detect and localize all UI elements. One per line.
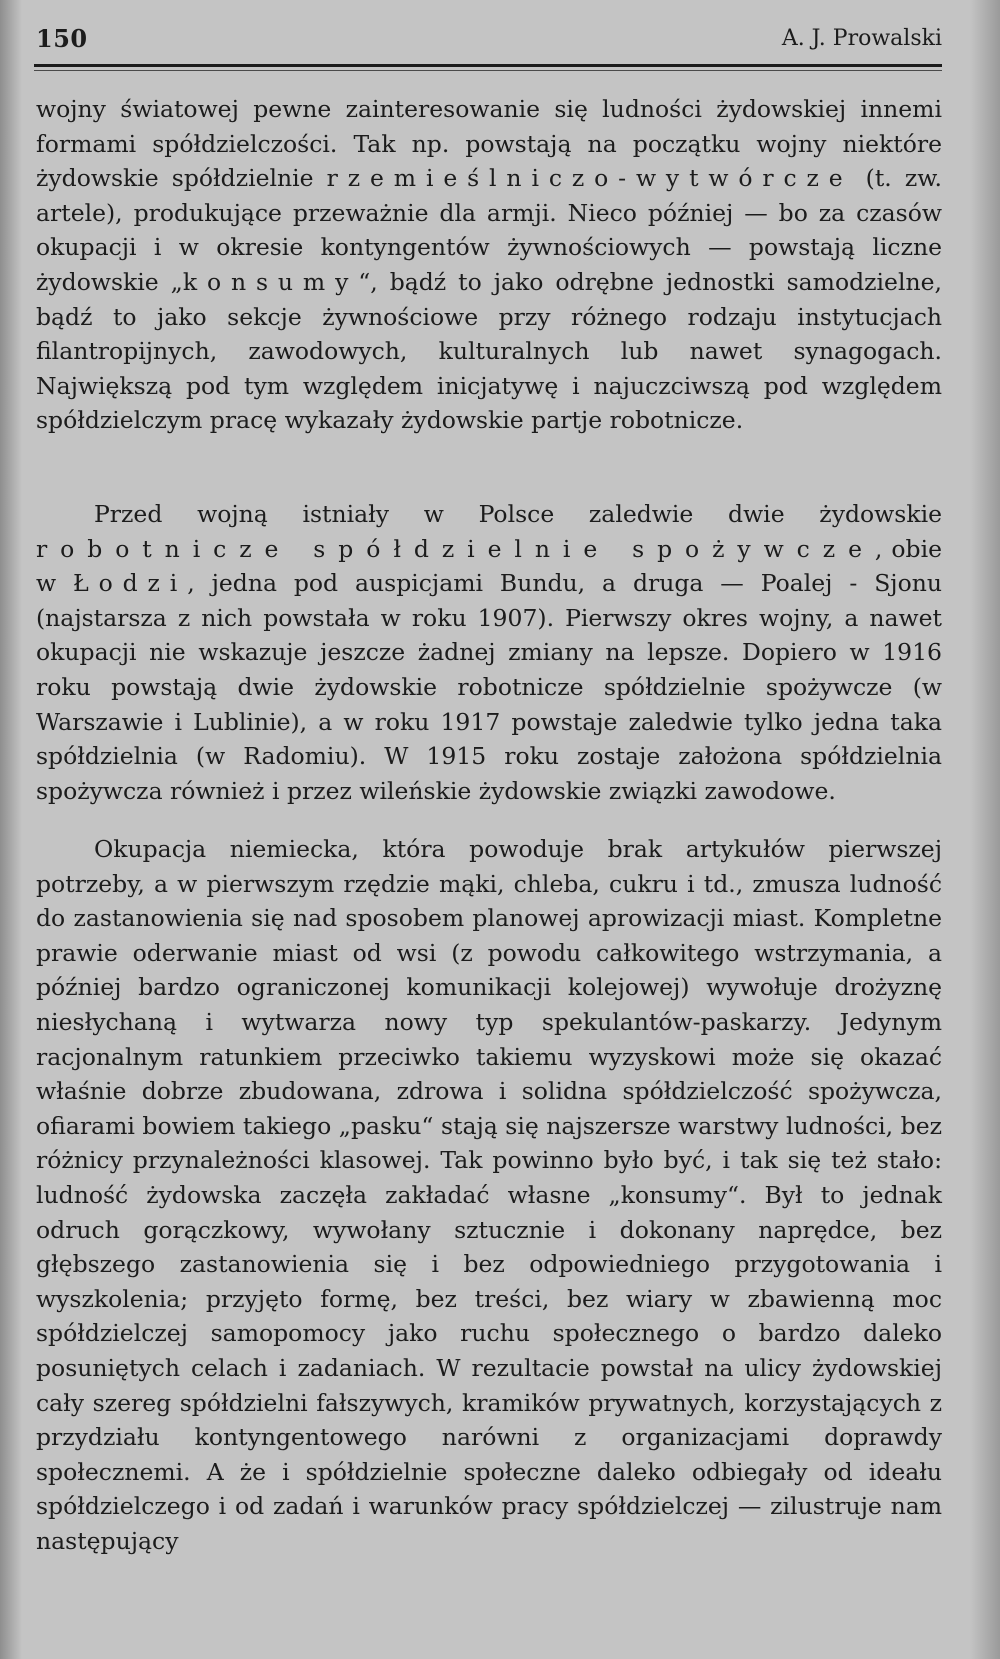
paragraph-1-part-3: “, bądź to jako odrębne jednostki samodzielne, bądź to jako sekcje żywnościowe przy różnego rodzaju instytucjach filantropijnych, zawodowych, kulturalnych lub nawet synagogach. Największą pod tym względem inicjatywę i najuczciwszą pod względem spółdzielczym pracę wykazały żydowskie partje robotnicze.: [36, 267, 942, 435]
header-rule-thin: [34, 70, 942, 71]
paragraph-1-spaced-term-1: rzemieślniczo-wytwórcze: [326, 164, 853, 193]
running-head: A. J. Prowalski: [781, 26, 942, 51]
page-header: [36, 24, 942, 58]
page-number: 150: [36, 24, 88, 53]
paragraph-1-part-2: (t. zw. artele), produkujące przeważnie dla armji. Nieco później — bo za czasów okupacji i w okresie kontyngentów żywnościowych — powstają liczne żydowskie „: [36, 164, 943, 296]
paragraph-2: [36, 497, 942, 808]
paragraph-1-part-1: wojny światowej pewne zainteresowanie się ludności żydowskiej innemi formami spółdzielczości. Tak np. powstają na początku wojny niektóre żydowskie spółdzielnie: [36, 95, 942, 193]
paragraph-1: [36, 92, 942, 438]
header-rule: [34, 64, 942, 67]
paragraph-2-part-1: Przed wojną istniały w Polsce zaledwie dwie żydowskie: [94, 500, 942, 528]
paragraph-3: [36, 832, 942, 1558]
paragraph-3-text: Okupacja niemiecka, która powoduje brak artykułów pierwszej potrzeby, a w pierwszym rzędzie mąki, chleba, cukru i td., zmusza ludność do zastanowienia się nad sposobem planowej aprowizacji miast. Kompletne prawie oderwanie miast od wsi (z powodu całkowitego wstrzymania, a później bardzo ograniczonej komunikacji kolejowej) wywołuje drożyznę niesłychaną i wytwarza nowy typ spekulantów-paskarzy. Jedynym racjonalnym ratunkiem przeciwko takiemu wyzyskowi może się okazać właśnie dobrze zbudowana, zdrowa i solidna spółdzielczość spożywcza, ofiarami bowiem takiego „pasku“ stają się najszersze warstwy ludności, bez różnicy przynależności klasowej. Tak powinno było być, i tak się też stało: ludność żydowska zaczęła zakładać własne „konsumy“. Był to jednak odruch gorączkowy, wywołany sztucznie i dokonany naprędce, bez głębszego zastanowienia się i bez odpowiedniego przygotowania i wyszkolenia; przyjęto formę, bez treści, bez wiary w zbawienną moc spółdzielczej samopomocy jako ruchu społecznego o bardzo daleko posuniętych celach i zadaniach. W rezultacie powstał na ulicy żydowskiej cały szereg spółdzielni fałszywych, kramików prywatnych, korzystających z przydziału kontyngentowego narówni z organizacjami doprawdy społecznemi. A że i spółdzielnie społeczne daleko odbiegały od ideału spółdzielczego i od zadań i warunków pracy spółdzielczej — zilustruje nam następujący: [36, 835, 942, 1555]
paragraph-2-part-2: , obie w: [36, 534, 942, 598]
paragraph-1-spaced-term-2: konsumy: [182, 267, 359, 296]
paragraph-2-spaced-term-2: Łodzi: [73, 569, 188, 598]
paragraph-1-text: [36, 92, 942, 438]
paragraph-2-spaced-term-1: robotnicze spółdzielnie spożywcze: [36, 534, 875, 563]
paragraph-2-part-3: , jedna pod auspicjami Bundu, a druga — Poalej - Sjonu (najstarsza z nich powstała w roku 1907). Pierwszy okres wojny, a nawet okupacji nie wskazuje jeszcze żadnej zmiany na lepsze. Dopiero w 1916 roku powstają dwie żydowskie robotnicze spółdzielnie spożywcze (w Warszawie i Lublinie), a w roku 1917 powstaje zaledwie tylko jedna taka spółdzielnia (w Radomiu). W 1915 roku zostaje założona spółdzielnia spożywcza również i przez wileńskie żydowskie związki zawodowe.: [36, 569, 942, 805]
paragraph-2-text: [36, 497, 942, 808]
